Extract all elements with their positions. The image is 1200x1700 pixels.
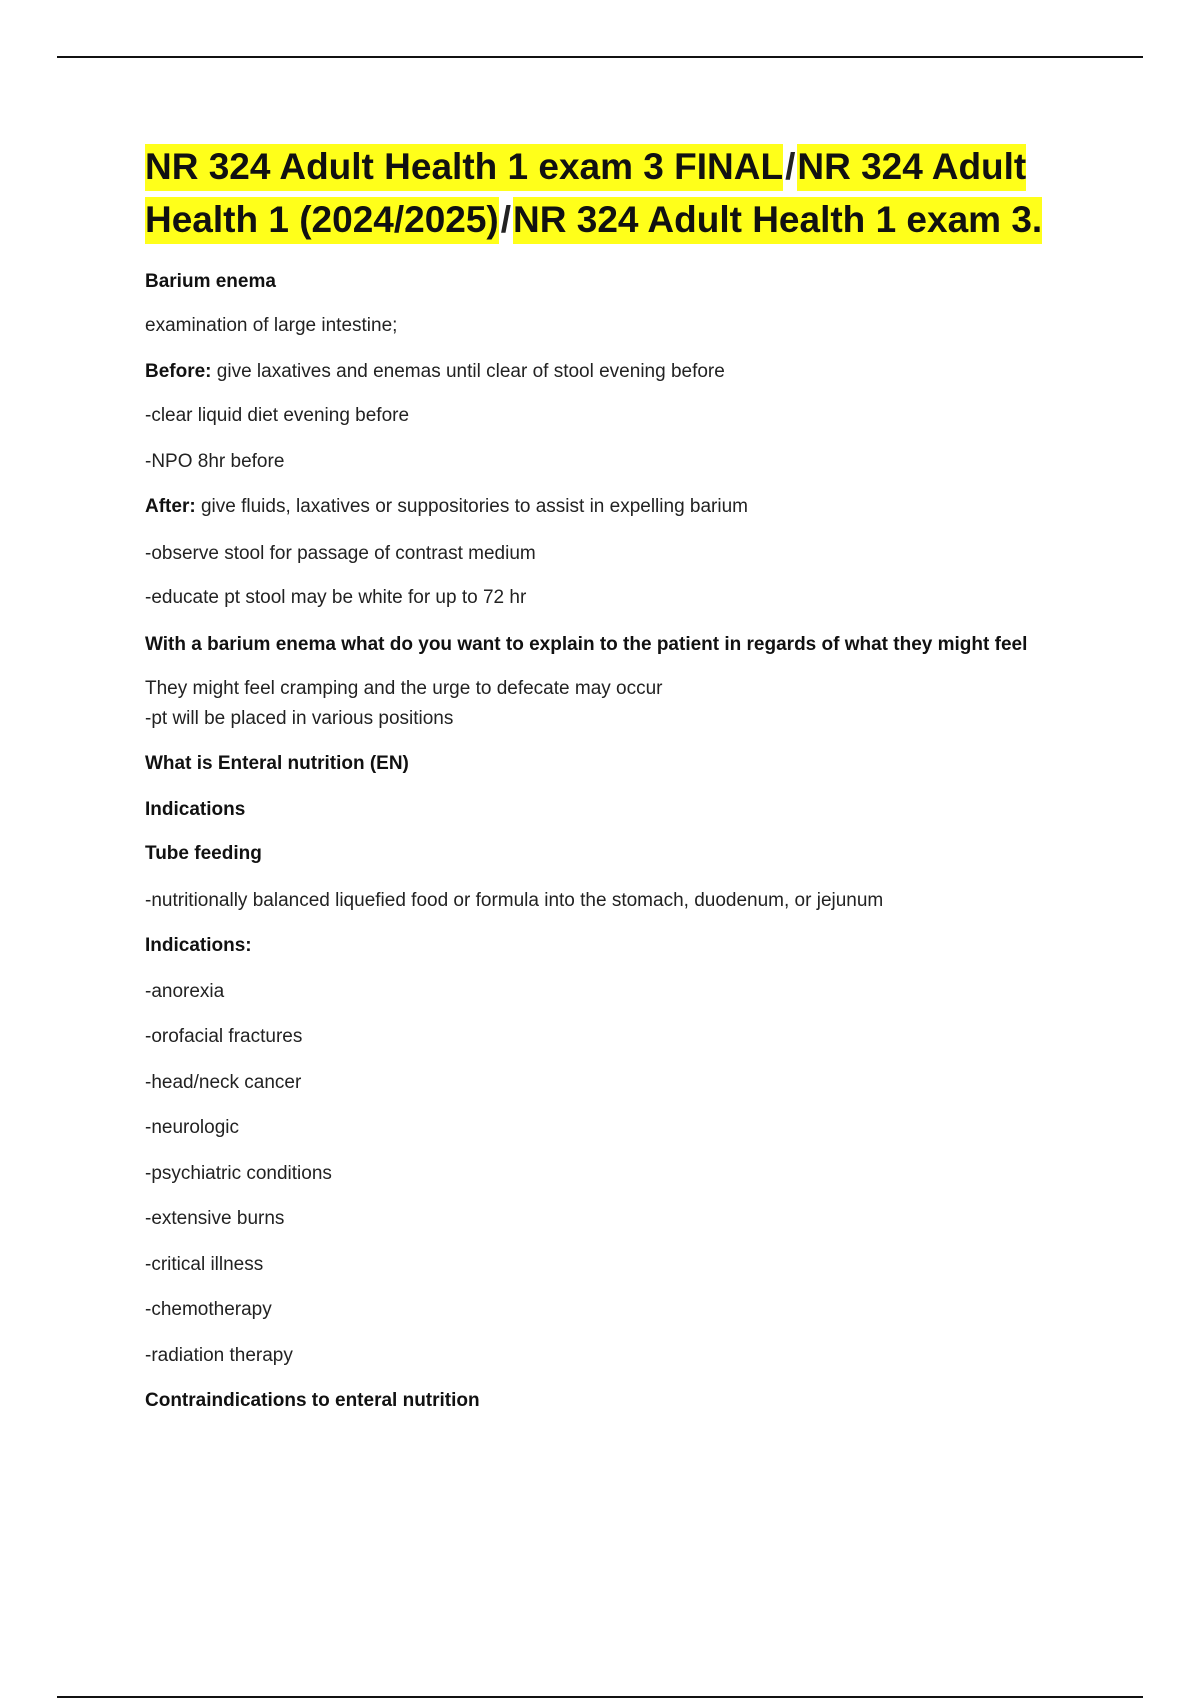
after-instruction [145, 496, 748, 518]
title-part-1: NR 324 Adult Health 1 exam 3 FINAL [145, 144, 783, 191]
before-text: give laxatives and enemas until clear of stool evening before [211, 361, 725, 382]
answer-positions: -pt will be placed in various positions [145, 708, 454, 729]
before-item: -clear liquid diet evening before [145, 405, 410, 426]
indication-item: -chemotherapy [145, 1299, 272, 1320]
after-label: After: [145, 496, 196, 517]
before-instruction [145, 361, 725, 383]
question-enteral-nutrition: What is Enteral nutrition (EN) [145, 753, 409, 774]
title-separator-2: / [500, 199, 512, 240]
title-separator-1: / [785, 146, 796, 187]
indication-item: -psychiatric conditions [145, 1163, 332, 1184]
answer-cramping: They might feel cramping and the urge to defecate may occur [145, 678, 663, 699]
indication-item: -radiation therapy [145, 1345, 293, 1366]
before-label: Before: [145, 361, 212, 382]
document-title [145, 140, 1145, 246]
tube-feeding-heading: Tube feeding [145, 843, 262, 864]
title-part-3: NR 324 Adult Health 1 exam 3. [513, 197, 1042, 244]
barium-enema-heading: Barium enema [145, 271, 276, 292]
indication-item: -extensive burns [145, 1208, 285, 1229]
indication-item: -orofacial fractures [145, 1026, 303, 1047]
indication-item: -anorexia [145, 981, 225, 1002]
after-text: give fluids, laxatives or suppositories to assist in expelling barium [195, 496, 748, 517]
barium-enema-definition: examination of large intestine; [145, 315, 398, 336]
indication-item: -critical illness [145, 1254, 264, 1275]
indications-label: Indications: [145, 935, 252, 956]
contraindications-heading: Contraindications to enteral nutrition [145, 1390, 480, 1411]
tube-feeding-definition: -nutritionally balanced liquefied food or formula into the stomach, duodenum, or jejunum [145, 890, 884, 911]
before-item: -NPO 8hr before [145, 451, 285, 472]
title-part-2: NR 324 Adult Health 1 (2024/2025) [145, 144, 1026, 244]
indications-heading: Indications [145, 799, 246, 820]
indication-item: -neurologic [145, 1117, 239, 1138]
page-bottom-rule [57, 1696, 1143, 1698]
after-item: -observe stool for passage of contrast medium [145, 543, 536, 564]
page-top-rule [57, 56, 1143, 58]
question-what-patient-feels: With a barium enema what do you want to explain to the patient in regards of what they might feel [145, 634, 1028, 655]
after-item: -educate pt stool may be white for up to 72 hr [145, 587, 527, 608]
indication-item: -head/neck cancer [145, 1072, 302, 1093]
